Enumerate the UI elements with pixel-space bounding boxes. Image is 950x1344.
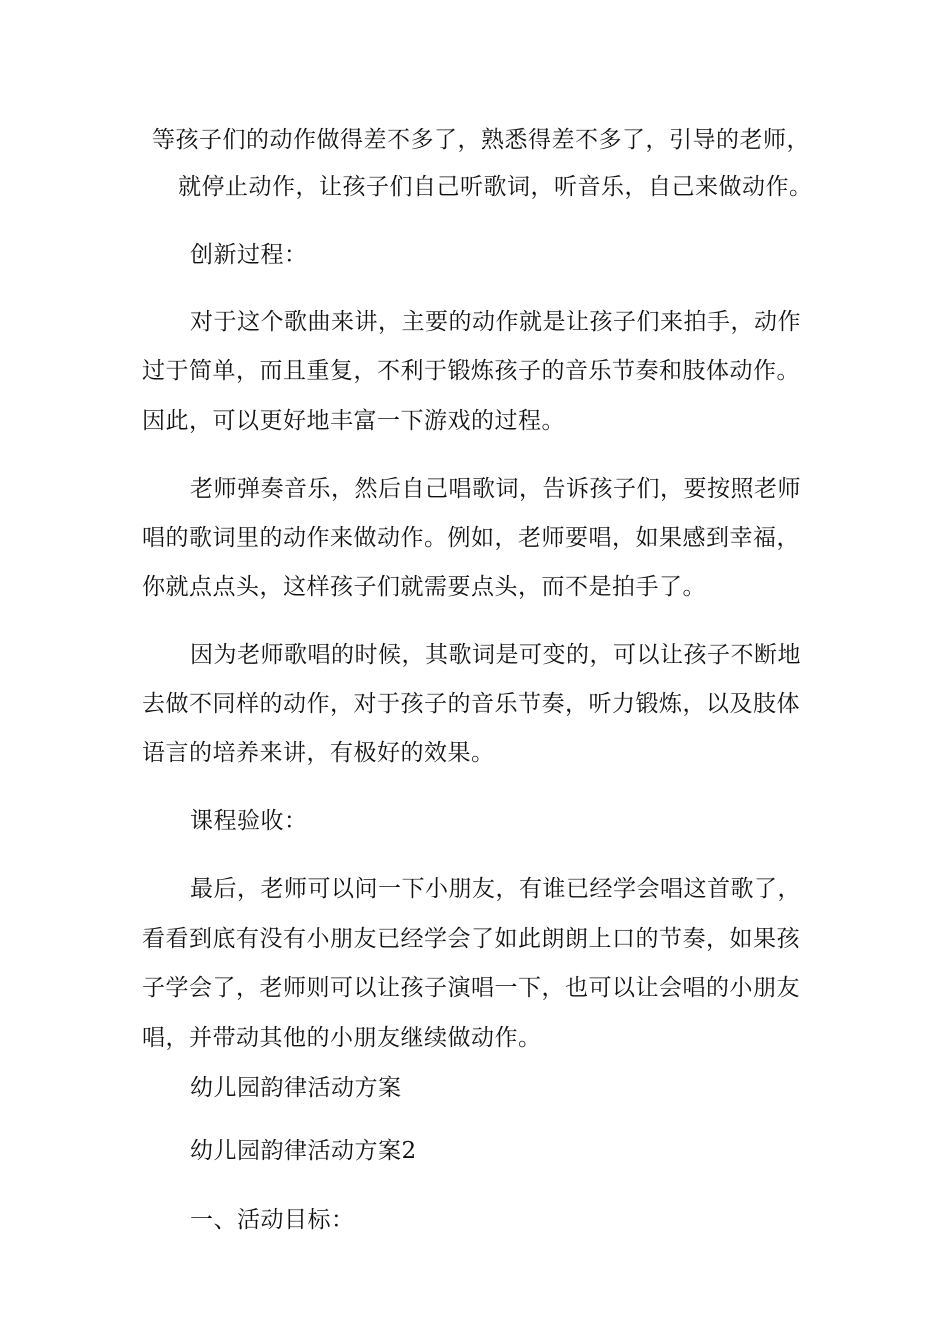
paragraph-3-line-2: 过于简单，而且重复，不利于锻炼孩子的音乐节奏和肢体动作。 <box>142 358 800 384</box>
paragraph-4-line-2: 唱的歌词里的动作来做动作。例如，老师要唱，如果感到幸福， <box>142 525 800 551</box>
section-heading-course-acceptance: 课程验收： <box>190 808 308 834</box>
section-heading-innovation-process: 创新过程： <box>190 242 308 268</box>
paragraph-3-line-3: 因此，可以更好地丰富一下游戏的过程。 <box>142 408 565 434</box>
paragraph-3-line-1: 对于这个歌曲来讲，主要的动作就是让孩子们来拍手，动作 <box>190 309 801 335</box>
paragraph-7-line-3: 子学会了，老师则可以让孩子演唱一下，也可以让会唱的小朋友 <box>142 975 800 1001</box>
paragraph-4-line-3: 你就点点头，这样孩子们就需要点头，而不是拍手了。 <box>142 574 706 600</box>
document-title-line: 幼儿园韵律活动方案 <box>190 1075 402 1101</box>
section-heading-activity-goals: 一、活动目标： <box>190 1207 355 1233</box>
paragraph-5-line-1: 因为老师歌唱的时候，其歌词是可变的，可以让孩子不断地 <box>190 642 801 668</box>
paragraph-7-line-2: 看看到底有没有小朋友已经学会了如此朗朗上口的节奏，如果孩 <box>142 926 800 952</box>
paragraph-7-line-4: 唱，并带动其他的小朋友继续做动作。 <box>142 1025 542 1051</box>
paragraph-1-line-1: 等孩子们的动作做得差不多了，熟悉得差不多了，引导的老师， <box>152 127 810 153</box>
paragraph-5-line-2: 去做不同样的动作，对于孩子的音乐节奏，听力锻炼，以及肢体 <box>142 691 800 717</box>
paragraph-5-line-3: 语言的培养来讲，有极好的效果。 <box>142 740 495 766</box>
paragraph-4-line-1: 老师弹奏音乐，然后自己唱歌词，告诉孩子们，要按照老师 <box>190 476 801 502</box>
paragraph-1-line-2: 就停止动作，让孩子们自己听歌词，听音乐，自己来做动作。 <box>178 174 813 200</box>
section-title-plan-2: 幼儿园韵律活动方案2 <box>190 1138 417 1164</box>
paragraph-7-line-1: 最后，老师可以问一下小朋友，有谁已经学会唱这首歌了， <box>190 876 801 902</box>
